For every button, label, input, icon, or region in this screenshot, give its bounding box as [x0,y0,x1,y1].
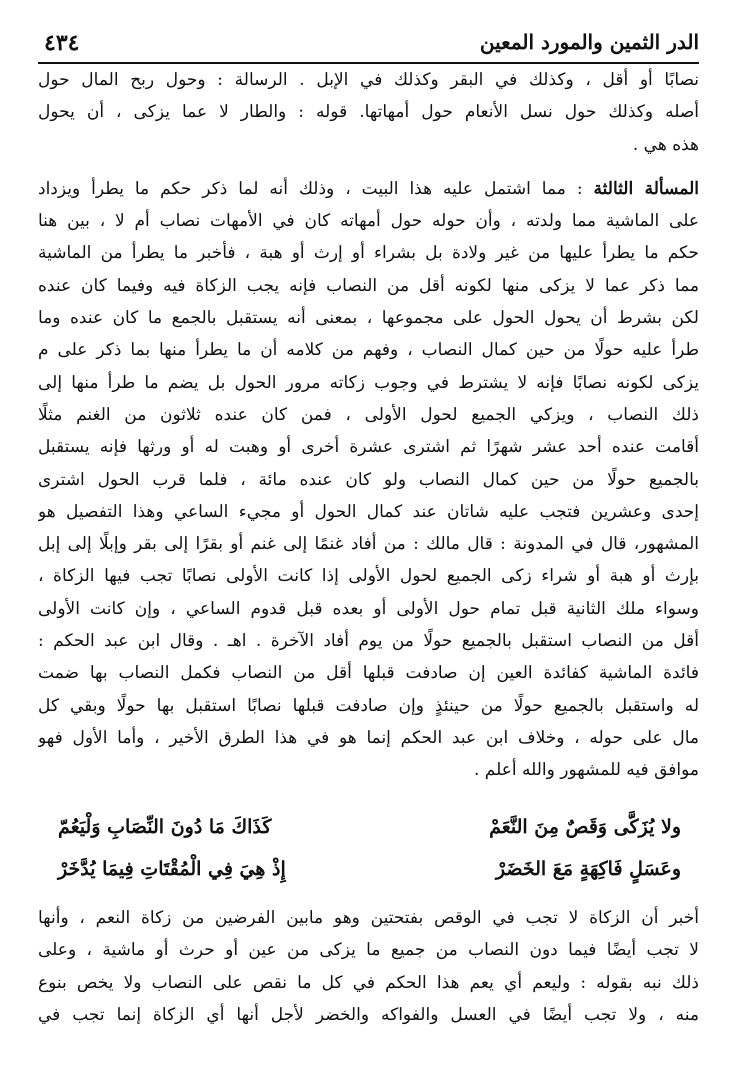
text-line: لكن بشرط أن يحول الحول على مجموعها ، بمعنى أنه يستقبل بالجمع ما كان عنده وما [38,308,699,329]
verse-first-hemistich: ولا يُزَكَّى وَقَصٌ مِنَ النَّعَمْ [489,816,681,838]
main-text [38,64,699,787]
text-line: هذه هي . [632,134,699,155]
text-line-rest: : مما اشتمل عليه هذا البيت ، وذلك أنه لما ذكر حكم ما يطرأ ويزداد [38,178,583,199]
page-header [38,28,699,64]
text-line: أخبر أن الزكاة لا تجب في الوقص بفتحتين وهو مابين الفرضين من زكاة النعم ، وأنها [38,908,699,928]
text-line: المشهور، قال في المدونة : قال مالك : من أفاد غنمًا إلى غنم أو بقرًا إلى بقر وإبلًا إلى إبل [38,534,699,555]
text-line: لا تجب أيضًا فيما دون النصاب من جميع ما يزكى من عين أو حرث أو ماشية ، وعلى [38,940,699,961]
section-heading: المسألة الثالثة [593,178,699,199]
text-line: مما ذكر عما لا يزكى منها لكونه أقل من النصاب فإنه يجب الزكاة فيه وفيما كان عنده [38,275,699,296]
text-line: إحدى وعشرين فتجب عليه شاتان عند كمال الحول أو مجيء الساعي وهذا التفصيل هو [38,501,699,522]
verse-first-hemistich: وعَسَلٍ فَاكِهَةٍ مَعَ الخَضَرْ [495,858,681,880]
text-line: أصله وكذلك حول نسل الأنعام حول أمهاتها. قوله : والطار لا عما يزكى ، أن يحول [38,102,699,123]
text-line: ذلك نبه بقوله : وليعم أي يعم هذا الحكم في كل ما نقص على النصاب ولا يخص بنوع [38,972,699,993]
page-number: ٤٣٤ [44,30,80,56]
commentary-text [38,902,699,1031]
text-line: بإرث أو هبة أو شراء زكى الجميع لحول الأولى إذا كانت الأولى نصابًا تجب فيها الزكاة ، [38,566,699,587]
text-line: طرأ عليه حولًا من حين كمال النصاب ، وفهم من كلامه أن ما يطرأ منها بما ذكر على م [38,340,699,361]
text-line [38,173,699,205]
verse-second-hemistich: إِذْ هِيَ فِي الْمُقْتَاتِ فِيمَا يُدَّخَرْ [58,858,286,880]
text-line: ذلك النصاب ، ويزكي الجميع لحول الأولى ، فمن كان عنده ثلاثون من الغنم مثلًا [38,404,699,425]
text-line: بالجميع حولًا من حين كمال النصاب ولو كان عنده مائة ، فلما قرب الحول اشترى [38,469,699,490]
text-line: مال على حوله ، وخلاف ابن عبد الحكم إنما هو في هذا الطرق الأخير ، وأما الأول فهو [38,727,699,748]
text-line: منه ، ولا تجب أيضًا في العسل والفواكه والخضر لأجل أنها أي الزكاة إنما تجب في [38,1004,699,1025]
text-line: أقل من النصاب استقبل بالجميع حولًا من يوم أفاد الآخرة . اهـ . وقال ابن عبد الحكم : [38,631,699,652]
text-line: موافق فيه للمشهور والله أعلم . [473,760,699,781]
verse-line [58,854,681,896]
verse-second-hemistich: كَذَاكَ مَا دُونَ النِّصَابِ وَلْيَعُمّ [58,816,272,838]
text-line: فائدة الماشية كفائدة العين إن صادفت قبلها أقل من النصاب فكمل النصاب بها ضمت [38,663,699,684]
text-line: يزكى لكونه نصابًا فإنه لا يشترط في وجوب زكاته مرور الحول بل يضم ما طرأ منها إلى [38,372,699,393]
text-line: على الماشية مما ولدته ، وأن حوله حول أمهاته كان في الأمهات نصاب أم لا ، بين هنا [38,211,699,232]
text-line: حكم ما يطرأ عليها من غير ولادة بل بشراء أو إرث أو هبة ، فأخبر ما يطرأ من الماشية [38,243,699,264]
text-line: نصابًا أو أقل ، وكذلك في البقر وكذلك في الإبل . الرسالة : وحول ربح المال حول [38,70,699,90]
verse-line [58,812,681,854]
poem-verses [58,812,681,896]
text-line: وسواء ملك الثانية قبل تمام حول الأولى أو بعده قبل قدوم الساعي ، وإن كانت الأولى [38,598,699,619]
text-line: أقامت عنده أحد عشر شهرًا ثم اشترى عشرة أخرى أو وهبت له أو ورثها فإنه يستقبل [38,437,699,458]
text-line: له واستقبل بالجميع حولًا من حينئذٍ وإن صادفت قبلها نصابًا استقبل بها حولًا وبقي كل [38,695,699,716]
book-title: الدر الثمين والمورد المعين [479,30,699,54]
